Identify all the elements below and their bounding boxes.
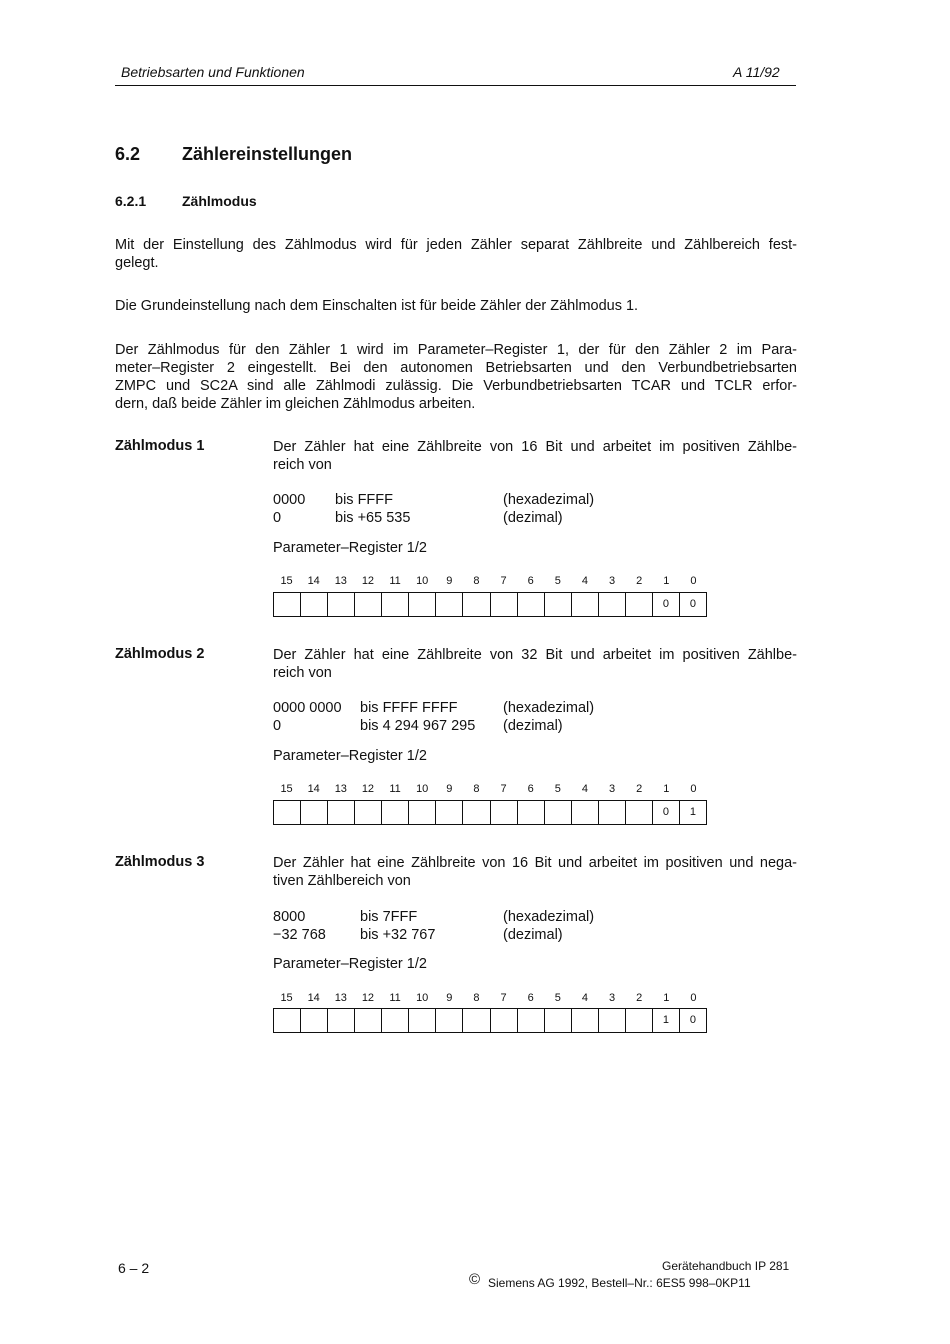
bit-cell [653,593,680,616]
mode-label: Zählmodus 3 [115,854,205,870]
bit-cell [599,1009,626,1032]
bit-cell [409,1009,436,1032]
bit-number: 10 [416,992,429,1004]
bit-number: 0 [690,575,697,587]
bit-number: 7 [500,575,507,587]
bit-number: 11 [389,992,401,1004]
mode-description [273,854,797,890]
copyright-icon: © [469,1271,481,1288]
bit-cell [653,1009,680,1032]
paragraph-line: meter–Register 2 eingestellt. Bei den autonomen Betriebsarten und den Verbundbetriebsarten [115,360,797,376]
manual-title: Gerätehandbuch IP 281 [662,1259,790,1273]
register-bit-row [273,800,707,825]
range-to: bis 7FFF [360,909,418,925]
register-label: Parameter–Register 1/2 [273,748,427,764]
range-unit: (hexadezimal) [503,492,595,508]
bit-cell [382,801,409,824]
range-from: 0 [273,510,282,526]
bit-number: 9 [446,992,453,1004]
bit-value: 0 [689,598,697,610]
description-line: tiven Zählbereich von [273,873,411,889]
bit-cell [518,593,545,616]
bit-number: 14 [307,575,320,587]
bit-number: 14 [307,992,320,1004]
mode-label: Zählmodus 2 [115,646,205,662]
bit-cell [274,1009,301,1032]
range-unit: (hexadezimal) [503,909,595,925]
bit-cell [680,801,707,824]
range-to: bis FFFF [335,492,393,508]
bit-cell [355,801,382,824]
bit-number: 13 [334,992,347,1004]
bit-number-row [273,783,707,797]
bit-number: 9 [446,783,453,795]
bit-cell [436,1009,463,1032]
bit-number: 9 [446,575,453,587]
bit-number: 5 [554,575,561,587]
bit-cell [328,593,355,616]
bit-cell [274,593,301,616]
description-line: reich von [273,665,332,681]
bit-cell [355,1009,382,1032]
bit-cell [599,801,626,824]
description-line: Der Zähler hat eine Zählbreite von 32 Bit und arbeitet im positiven Zählbe- [273,647,797,663]
register-label: Parameter–Register 1/2 [273,540,427,556]
bit-cell [382,1009,409,1032]
bit-cell [545,801,572,824]
bit-number: 1 [663,575,670,587]
range-to: bis 4 294 967 295 [360,718,476,734]
bit-cell [436,801,463,824]
bit-number: 1 [663,992,670,1004]
bit-cell [626,593,653,616]
bit-number: 13 [334,783,347,795]
bit-cell [301,1009,328,1032]
bit-cell [328,801,355,824]
section-title: Zählereinstellungen [182,144,353,164]
bit-cell [463,801,490,824]
bit-number: 15 [280,575,293,587]
bit-cell [436,593,463,616]
range-from: 0000 [273,492,306,508]
bit-cell [491,1009,518,1032]
bit-cell [355,593,382,616]
range-unit: (dezimal) [503,718,563,734]
copyright-text: Siemens AG 1992, Bestell–Nr.: 6ES5 998–0KP11 [488,1276,751,1290]
range-from: 0 [273,718,282,734]
bit-number: 8 [473,992,480,1004]
range-to: bis +65 535 [335,510,411,526]
bit-cell [599,593,626,616]
description-line: Der Zähler hat eine Zählbreite von 16 Bit und arbeitet im positiven und nega- [273,855,797,871]
bit-number: 3 [609,992,616,1004]
paragraph-line: ZMPC und SC2A sind alle Zählmodi zulässig. Die Verbundbetriebsarten TCAR und TCLR erfor- [115,378,797,394]
bit-value: 0 [662,598,669,610]
bit-number-row [273,992,707,1006]
bit-cell [491,801,518,824]
bit-number: 2 [636,992,643,1004]
bit-number: 6 [527,575,534,587]
bit-number: 15 [280,992,293,1004]
bit-number: 0 [690,783,697,795]
range-unit: (dezimal) [503,510,563,526]
range-from: −32 768 [273,927,326,943]
bit-cell [301,593,328,616]
bit-number: 10 [416,783,429,795]
bit-cell [572,1009,599,1032]
subsection-number: 6.2.1 [115,193,147,209]
bit-number: 4 [581,783,588,795]
bit-number: 12 [361,783,375,795]
paragraph-line: Mit der Einstellung des Zählmodus wird für jeden Zähler separat Zählbreite und Zählbereich fest- [115,237,797,253]
bit-number-row [273,575,707,589]
bit-cell [274,801,301,824]
bit-cell [572,593,599,616]
paragraph-3 [115,341,797,413]
bit-cell [301,801,328,824]
header-title: Betriebsarten und Funktionen [121,64,305,80]
bit-cell [680,1009,707,1032]
range-to: bis +32 767 [360,927,436,943]
bit-number: 4 [581,575,588,587]
mode-description [273,646,797,682]
register-bit-row [273,1008,707,1033]
bit-number: 4 [581,992,588,1004]
page-number: 6 – 2 [118,1260,150,1276]
bit-number: 7 [500,992,507,1004]
paragraph-2 [115,297,797,315]
bit-number: 2 [636,575,643,587]
bit-number: 15 [280,783,293,795]
bit-cell [653,801,680,824]
bit-number: 12 [361,575,375,587]
bit-value: 1 [662,1014,669,1026]
bit-value: 0 [689,1014,697,1026]
register-bit-row [273,592,707,617]
bit-cell [409,593,436,616]
bit-cell [626,801,653,824]
bit-number: 2 [636,783,643,795]
bit-cell [463,593,490,616]
paragraph-1 [115,236,797,272]
bit-cell [491,593,518,616]
bit-number: 1 [663,783,670,795]
bit-cell [328,1009,355,1032]
bit-number: 6 [527,992,534,1004]
bit-number: 5 [554,992,561,1004]
mode-label: Zählmodus 1 [115,438,205,454]
bit-cell [518,801,545,824]
bit-cell [545,593,572,616]
bit-number: 14 [307,783,320,795]
range-to: bis FFFF FFFF [360,700,458,716]
bit-number: 8 [473,575,480,587]
paragraph-line: Die Grundeinstellung nach dem Einschalten ist für beide Zähler der Zählmodus 1. [115,298,639,314]
bit-number: 11 [389,783,401,795]
bit-number: 3 [609,575,616,587]
paragraph-line: dern, daß beide Zähler im gleichen Zählmodus arbeiten. [115,396,476,412]
bit-number: 7 [500,783,507,795]
paragraph-line: gelegt. [115,255,159,271]
subsection-title: Zählmodus [182,193,257,209]
bit-value: 1 [689,806,697,818]
range-unit: (hexadezimal) [503,700,595,716]
header-date: A 11/92 [733,64,780,80]
bit-cell [409,801,436,824]
bit-number: 13 [334,575,347,587]
paragraph-line: Der Zählmodus für den Zähler 1 wird im Parameter–Register 1, der für den Zähler 2 im Para- [115,342,797,358]
bit-cell [382,593,409,616]
range-from: 8000 [273,909,306,925]
bit-number: 10 [416,575,429,587]
section-number: 6.2 [115,144,141,164]
bit-cell [518,1009,545,1032]
bit-value: 0 [662,806,669,818]
description-line: reich von [273,457,332,473]
bit-number: 3 [609,783,616,795]
bit-cell [680,593,707,616]
bit-number: 5 [554,783,561,795]
description-line: Der Zähler hat eine Zählbreite von 16 Bit und arbeitet im positiven Zählbe- [273,439,797,455]
bit-cell [626,1009,653,1032]
bit-number: 8 [473,783,480,795]
range-from: 0000 0000 [273,700,342,716]
header-rule [115,85,796,86]
bit-number: 0 [690,992,697,1004]
bit-number: 6 [527,783,534,795]
bit-number: 11 [389,575,401,587]
register-label: Parameter–Register 1/2 [273,956,427,972]
bit-cell [545,1009,572,1032]
bit-number: 12 [361,992,375,1004]
bit-cell [572,801,599,824]
bit-cell [463,1009,490,1032]
range-unit: (dezimal) [503,927,563,943]
mode-description [273,438,797,474]
